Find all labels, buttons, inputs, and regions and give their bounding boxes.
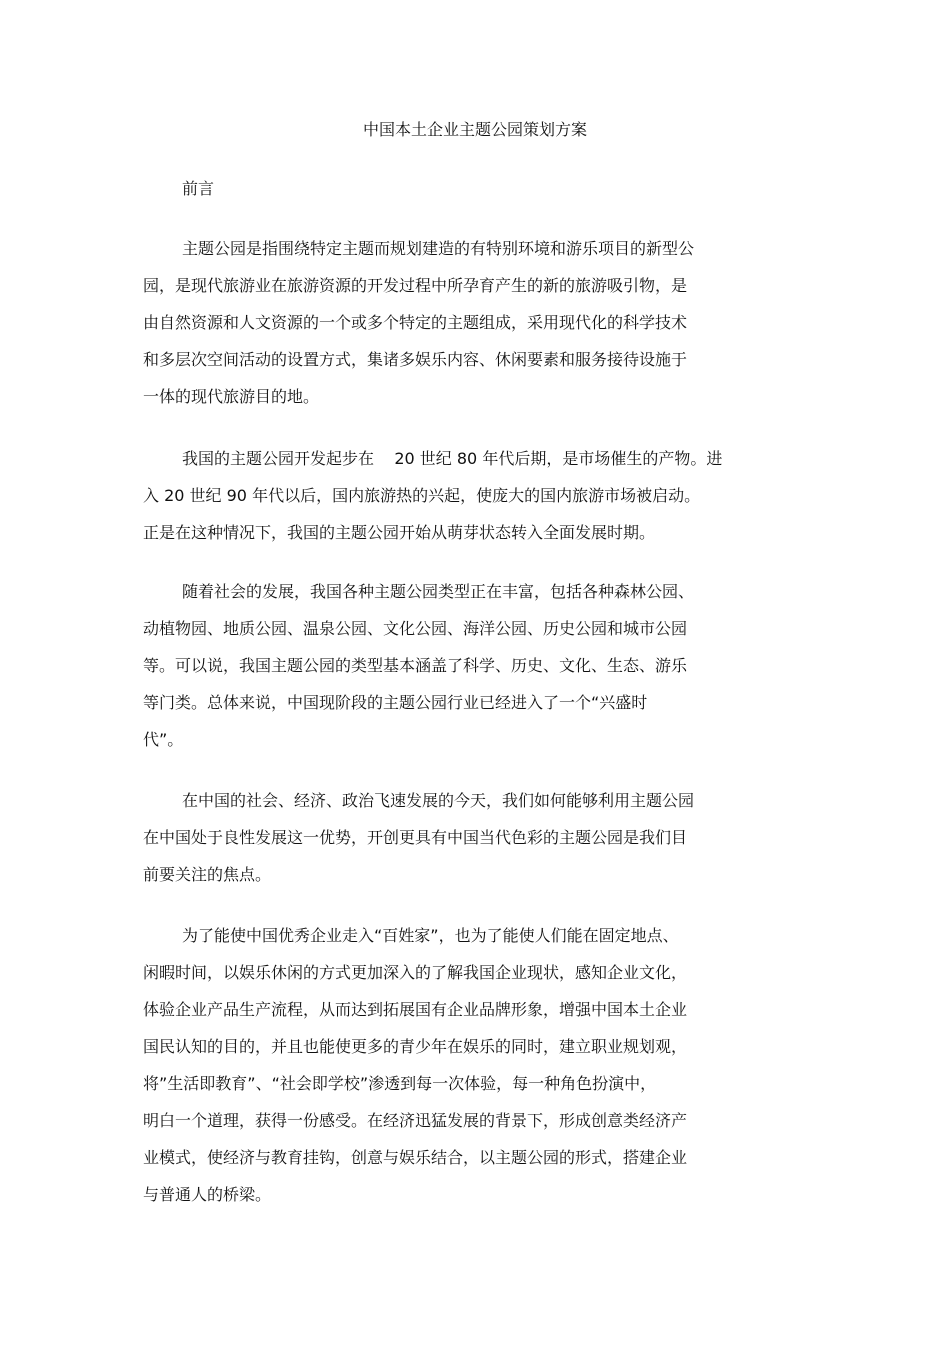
paragraph-line: 体验企业产品生产流程，从而达到拓展国有企业品牌形象，增强中国本土企业: [143, 1000, 688, 1019]
paragraph-5: [143, 917, 687, 1213]
paragraph-line: 代”。: [143, 730, 184, 749]
paragraph-line: 正是在这种情况下，我国的主题公园开始从萌芽状态转入全面发展时期。: [143, 523, 656, 542]
paragraph-line: 我国的主题公园开发起步在 20 世纪 80 年代后期，是市场催生的产物。进: [182, 449, 723, 468]
paragraph-line: 为了能使中国优秀企业走入“百姓家”，也为了能使人们能在固定地点、: [182, 926, 679, 945]
section-heading-preface: 前言: [182, 179, 215, 198]
paragraph-line: 国民认知的目的，并且也能使更多的青少年在娱乐的同时，建立职业规划观，: [143, 1037, 688, 1056]
paragraph-line: 随着社会的发展，我国各种主题公园类型正在丰富，包括各种森林公园、: [182, 582, 695, 601]
paragraph-line: 前要关注的焦点。: [143, 865, 272, 884]
paragraph-line: 动植物园、地质公园、温泉公园、文化公园、海洋公园、历史公园和城市公园: [143, 619, 688, 638]
paragraph-line: 由自然资源和人文资源的一个或多个特定的主题组成，采用现代化的科学技术: [143, 313, 688, 332]
paragraph-line: 园，是现代旅游业在旅游资源的开发过程中所孕育产生的新的旅游吸引物，是: [143, 276, 688, 295]
paragraph-line: 等门类。总体来说，中国现阶段的主题公园行业已经进入了一个“兴盛时: [143, 693, 648, 712]
paragraph-3: [143, 573, 694, 758]
paragraph-1: [143, 230, 694, 415]
paragraph-line: 和多层次空间活动的设置方式，集诸多娱乐内容、休闲要素和服务接待设施于: [143, 350, 688, 369]
paragraph-line: 主题公园是指围绕特定主题而规划建造的有特别环境和游乐项目的新型公: [182, 239, 695, 258]
paragraph-line: 业模式，使经济与教育挂钩，创意与娱乐结合，以主题公园的形式，搭建企业: [143, 1148, 688, 1167]
document-title: 中国本土企业主题公园策划方案: [362, 120, 587, 139]
paragraph-line: 与普通人的桥梁。: [143, 1185, 272, 1204]
paragraph-line: 等。可以说，我国主题公园的类型基本涵盖了科学、历史、文化、生态、游乐: [143, 656, 688, 675]
paragraph-line: 在中国处于良性发展这一优势，开创更具有中国当代色彩的主题公园是我们目: [143, 828, 688, 847]
paragraph-line: 在中国的社会、经济、政治飞速发展的今天，我们如何能够利用主题公园: [182, 791, 695, 810]
paragraph-4: [143, 782, 694, 893]
paragraph-line: 将”生活即教育”、“社会即学校”渗透到每一次体验，每一种角色扮演中，: [143, 1074, 657, 1093]
paragraph-line: 明白一个道理，获得一份感受。在经济迅猛发展的背景下，形成创意类经济产: [143, 1111, 688, 1130]
paragraph-line: 一体的现代旅游目的地。: [143, 387, 320, 406]
paragraph-line: 入 20 世纪 90 年代以后，国内旅游热的兴起，使庞大的国内旅游市场被启动。: [143, 486, 701, 505]
paragraph-2: [143, 440, 722, 551]
paragraph-line: 闲暇时间，以娱乐休闲的方式更加深入的了解我国企业现状，感知企业文化，: [143, 963, 688, 982]
